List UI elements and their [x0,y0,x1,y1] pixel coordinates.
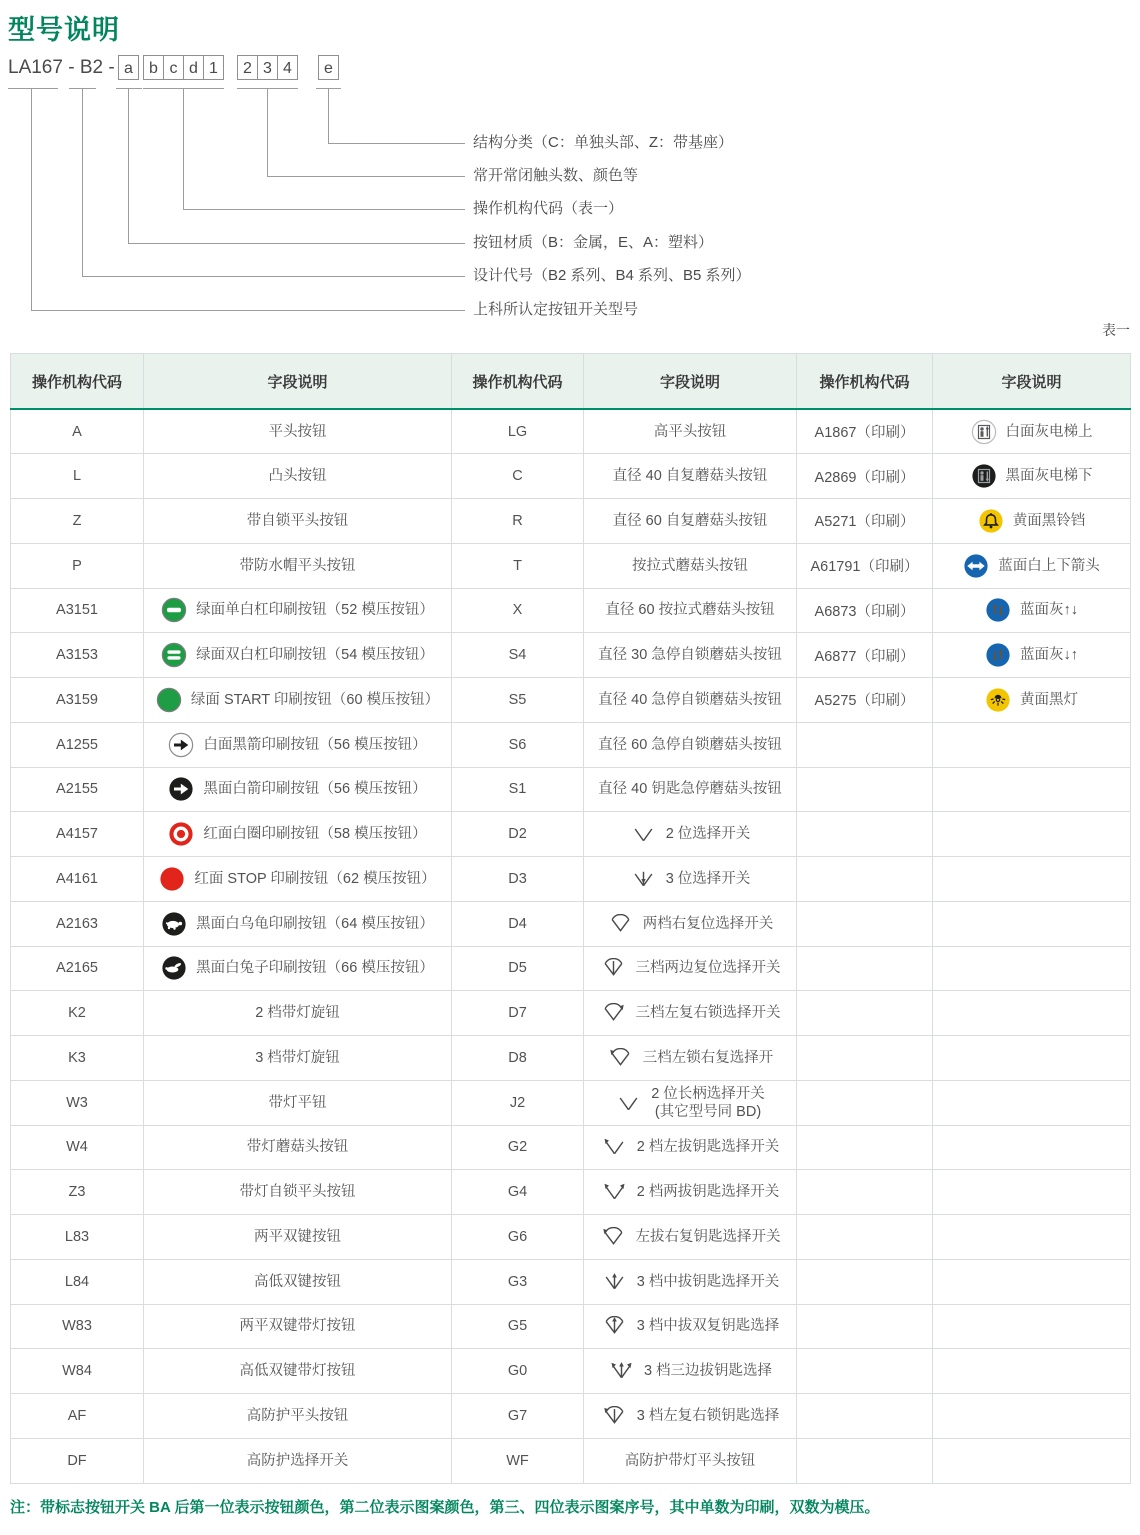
code-cell: K3 [11,1036,144,1081]
desc-cell [584,409,797,454]
desc-cell [144,722,452,767]
table-header-cell: 字段说明 [584,354,797,410]
code-cell: X [452,588,584,633]
blue-updown-icon [985,597,1011,623]
code-cell: T [452,543,584,588]
sel3-icon [630,869,657,889]
desc-cell [584,1080,797,1125]
code-box: a [118,55,139,80]
table-row [11,722,1131,767]
code-cell [797,901,933,946]
desc-cell [584,901,797,946]
desc-text: 白面灰电梯上 [1005,423,1093,440]
code-cell: L [11,454,144,499]
white-black-arrow-icon [168,732,194,758]
code-cell: A4157 [11,812,144,857]
table-header-cell: 操作机构代码 [452,354,584,410]
desc-text: 带灯平钮 [268,1094,327,1111]
elevator-down-icon [971,463,997,489]
code-cell [797,1080,933,1125]
desc-text: 黑面白兔子印刷按钮（66 模压按钮） [196,960,434,977]
code-cell: D3 [452,857,584,902]
desc-text: 绿面双白杠印刷按钮（54 模压按钮） [196,647,434,664]
diagram-line [267,88,268,176]
diagram-line [8,88,58,89]
code-cell [797,1170,933,1215]
desc-cell [584,1394,797,1439]
code-cell: A2155 [11,767,144,812]
code-cell [797,1349,933,1394]
desc-cell [144,499,452,544]
code-cell: G0 [452,1349,584,1394]
desc-cell [584,1304,797,1349]
desc-text: 直径 30 急停自锁蘑菇头按钮 [598,647,782,664]
table-header-cell: 操作机构代码 [11,354,144,410]
desc-text: 带自锁平头按钮 [246,512,349,529]
sel3-up-icon [601,1272,628,1292]
diagram-label-structure: 结构分类（C：单独头部、Z：带基座） [473,134,733,151]
desc-text: 黑面白乌龟印刷按钮（64 模压按钮） [196,915,434,932]
code-cell [797,857,933,902]
diagram-line [267,176,465,177]
code-cell: D5 [452,946,584,991]
code-cell: G6 [452,1215,584,1260]
desc-cell [933,1125,1131,1170]
desc-text: 3 档带灯旋钮 [255,1049,340,1066]
table-row [11,1170,1131,1215]
blue-arrow-lr-icon [963,553,989,579]
code-cell: A3153 [11,633,144,678]
desc-cell [584,1036,797,1081]
elevator-up-icon [971,419,997,445]
desc-cell [584,767,797,812]
table-header-cell: 字段说明 [144,354,452,410]
fan-mid-l-icon [601,1406,628,1426]
desc-text: 凸头按钮 [268,468,327,485]
code-cell: P [11,543,144,588]
desc-cell [144,767,452,812]
desc-cell [933,1170,1131,1215]
diagram-label-design: 设计代号（B2 系列、B4 系列、B5 系列） [473,267,751,284]
code-cell: A6873（印刷） [797,588,933,633]
desc-cell [584,1170,797,1215]
desc-cell [933,1394,1131,1439]
desc-text: 蓝面灰↑↓ [1020,602,1078,619]
sel2-al-icon [601,1137,628,1157]
desc-text: 两平双键带灯按钮 [239,1318,356,1335]
desc-cell [933,812,1131,857]
desc-cell [144,812,452,857]
table-row [11,1438,1131,1483]
code-cell [797,1438,933,1483]
table-row [11,633,1131,678]
table-row [11,543,1131,588]
code-cell: A2165 [11,946,144,991]
desc-cell [144,1349,452,1394]
desc-cell [584,633,797,678]
code-cell [797,1036,933,1081]
code-cell: A1255 [11,722,144,767]
desc-text: 高防护平头按钮 [246,1407,349,1424]
diagram-label-mechanism: 操作机构代码（表一） [473,200,624,217]
code-cell: A61791（印刷） [797,543,933,588]
table-row [11,409,1131,454]
diagram-line [183,88,184,209]
desc-text: 绿面 START 印刷按钮（60 模压按钮） [190,691,440,708]
desc-text: 高防护带灯平头按钮 [624,1452,756,1469]
desc-text: 黑面灰电梯下 [1005,468,1093,485]
desc-text: 平头按钮 [268,423,327,440]
green-single-bar-icon [161,597,187,623]
desc-cell [584,499,797,544]
code-cell [797,991,933,1036]
desc-cell [144,1215,452,1260]
desc-cell [933,857,1131,902]
code-cell: L83 [11,1215,144,1260]
desc-text: 2 位选择开关 [665,826,751,843]
table-row [11,454,1131,499]
desc-cell [584,454,797,499]
code-cell: S4 [452,633,584,678]
black-rabbit-icon [161,955,187,981]
desc-cell [584,588,797,633]
desc-cell [144,1036,452,1081]
model-code: LA167 - B2 - [8,57,115,78]
code-cell: G4 [452,1170,584,1215]
code-cell [797,946,933,991]
code-cell: L84 [11,1259,144,1304]
table-row [11,1304,1131,1349]
code-cell [797,1215,933,1260]
code-cell: A [11,409,144,454]
code-cell: G7 [452,1394,584,1439]
table-row [11,1259,1131,1304]
desc-text: 2 档左拔钥匙选择开关 [636,1139,780,1156]
desc-cell [144,946,452,991]
desc-text: 两档右复位选择开关 [642,915,774,932]
desc-cell [144,409,452,454]
code-cell: A1867（印刷） [797,409,933,454]
code-cell: S1 [452,767,584,812]
sel2-ab-icon [601,1182,628,1202]
desc-text: 黄面黑灯 [1020,691,1078,708]
code-box: c [163,55,184,80]
desc-cell [933,1036,1131,1081]
fan-al-icon [600,1227,627,1247]
desc-cell [933,1215,1131,1260]
code-cell: W4 [11,1125,144,1170]
table-row [11,499,1131,544]
table-row [11,1394,1131,1439]
code-cell: R [452,499,584,544]
page-title: 型号说明 [8,15,120,45]
diagram-line [31,88,32,310]
sel2-icon [615,1093,642,1113]
yellow-bell-icon [978,508,1004,534]
code-cell: D7 [452,991,584,1036]
desc-cell [584,857,797,902]
desc-cell [144,1080,452,1125]
desc-text: 直径 60 自复蘑菇头按钮 [612,512,768,529]
sel2-icon [630,824,657,844]
desc-cell [584,722,797,767]
code-cell: A5275（印刷） [797,678,933,723]
code-box: b [143,55,164,80]
desc-text: 带防水帽平头按钮 [239,557,356,574]
red-solid-icon [159,866,185,892]
fan-icon [607,914,634,934]
desc-text: 直径 60 按拉式蘑菇头按钮 [605,602,775,619]
desc-cell [584,1215,797,1260]
code-cell: Z3 [11,1170,144,1215]
desc-text: 高低双键带灯按钮 [239,1363,356,1380]
table-row [11,767,1131,812]
code-cell: A5271（印刷） [797,499,933,544]
black-white-arrow-icon [168,776,194,802]
desc-text: 直径 60 急停自锁蘑菇头按钮 [598,736,782,753]
code-cell: G5 [452,1304,584,1349]
fan-mid-icon [600,958,627,978]
desc-cell [144,454,452,499]
table-header-cell: 操作机构代码 [797,354,933,410]
desc-text: 高防护选择开关 [246,1452,349,1469]
desc-cell [933,588,1131,633]
desc-cell [933,1349,1131,1394]
diagram-line [82,88,83,276]
desc-text: 三档左复右锁选择开关 [635,1005,781,1022]
green-solid-icon [156,687,182,713]
desc-cell [933,1080,1131,1125]
desc-cell [584,946,797,991]
desc-cell [144,588,452,633]
desc-cell [144,1304,452,1349]
desc-cell [144,901,452,946]
table-header-cell: 字段说明 [933,354,1131,410]
desc-cell [144,857,452,902]
diagram-label-material: 按钮材质（B：金属，E、A：塑料） [473,234,714,251]
desc-text: 高低双键按钮 [254,1273,341,1290]
sel3-all-icon [608,1361,635,1381]
code-cell: G3 [452,1259,584,1304]
desc-text: 三档两边复位选择开关 [635,960,781,977]
footer-note: 注：带标志按钮开关 BA 后第一位表示按钮颜色，第二位表示图案颜色，第三、四位表示图案序号，其中单数为印刷，双数为模压。 [10,1499,880,1516]
desc-text: 两平双键按钮 [254,1228,341,1245]
code-cell: A3159 [11,678,144,723]
diagram-label-contacts: 常开常闭触头数、颜色等 [473,167,639,184]
desc-cell [144,991,452,1036]
code-cell: DF [11,1438,144,1483]
desc-text: 红面 STOP 印刷按钮（62 模压按钮） [194,870,436,887]
table-row [11,991,1131,1036]
desc-text: 左拔右复钥匙选择开关 [635,1228,781,1245]
desc-cell [933,946,1131,991]
code-cell: J2 [452,1080,584,1125]
code-box: e [318,55,339,80]
diagram-line [82,276,465,277]
desc-cell [933,901,1131,946]
fan-mid-up-icon [601,1316,628,1336]
mechanism-table [10,353,1131,1484]
desc-cell [584,1259,797,1304]
desc-cell [144,1170,452,1215]
blue-downup-icon [985,642,1011,668]
code-cell: G2 [452,1125,584,1170]
desc-cell [933,1438,1131,1483]
desc-cell [584,1438,797,1483]
code-cell: AF [11,1394,144,1439]
code-cell [797,1394,933,1439]
desc-cell [584,543,797,588]
diagram-line [183,209,465,210]
desc-text: 黑面白箭印刷按钮（56 模压按钮） [203,781,427,798]
desc-cell [144,1125,452,1170]
code-cell [797,1304,933,1349]
table-row [11,1125,1131,1170]
code-cell: LG [452,409,584,454]
code-cell: D2 [452,812,584,857]
code-cell: Z [11,499,144,544]
desc-cell [933,678,1131,723]
code-cell: K2 [11,991,144,1036]
black-turtle-icon [161,911,187,937]
desc-cell [144,1438,452,1483]
desc-text: 白面黑箭印刷按钮（56 模压按钮） [203,736,427,753]
desc-text: 3 档左复右锁钥匙选择 [636,1407,780,1424]
code-cell: D4 [452,901,584,946]
desc-cell [584,991,797,1036]
table-row [11,946,1131,991]
diagram-line [128,243,465,244]
code-box: 4 [277,55,298,80]
desc-text: 2 档带灯旋钮 [255,1005,340,1022]
diagram-line [328,88,329,143]
desc-cell [933,543,1131,588]
desc-text: 蓝面白上下箭头 [998,557,1100,574]
desc-text: 带灯自锁平头按钮 [239,1184,356,1201]
code-cell: A4161 [11,857,144,902]
desc-cell [584,678,797,723]
code-cell [797,767,933,812]
desc-cell [584,1349,797,1394]
table-row [11,812,1131,857]
desc-cell [584,1125,797,1170]
desc-text: 直径 40 钥匙急停蘑菇头按钮 [598,781,782,798]
desc-text: 三档左锁右复选择开 [642,1049,774,1066]
code-cell [797,1259,933,1304]
code-cell: S6 [452,722,584,767]
code-cell: W3 [11,1080,144,1125]
desc-text: 3 档中拔钥匙选择开关 [636,1273,780,1290]
code-cell: A3151 [11,588,144,633]
desc-cell [933,722,1131,767]
table-header [11,354,1131,410]
desc-cell [933,499,1131,544]
desc-text: 3 档中拔双复钥匙选择 [636,1318,780,1335]
desc-cell [144,633,452,678]
desc-text: 按拉式蘑菇头按钮 [632,557,748,574]
desc-text: 2 档两拔钥匙选择开关 [636,1184,780,1201]
table-row [11,1080,1131,1125]
code-cell [797,722,933,767]
code-box: d [183,55,204,80]
desc-cell [933,454,1131,499]
desc-text: 黄面黑铃铛 [1012,512,1086,529]
desc-text: 2 位长柄选择开关 (其它型号同 BD) [651,1085,765,1120]
code-box: 3 [257,55,278,80]
desc-cell [933,1304,1131,1349]
diagram-line [128,88,129,243]
desc-cell [933,767,1131,812]
table-row [11,678,1131,723]
table-row [11,1215,1131,1260]
table-row [11,588,1131,633]
diagram-line [328,143,465,144]
desc-text: 3 档三边拔钥匙选择 [643,1363,773,1380]
table-tag: 表一 [1102,322,1130,338]
table-row [11,1036,1131,1081]
code-cell: W84 [11,1349,144,1394]
desc-text: 高平头按钮 [653,423,727,440]
fan-r-icon [600,1003,627,1023]
code-box: 2 [237,55,258,80]
table-row [11,901,1131,946]
yellow-lamp-icon [985,687,1011,713]
desc-cell [144,1259,452,1304]
diagram-line [116,88,142,89]
code-box: 1 [203,55,224,80]
desc-cell [144,1394,452,1439]
code-cell: W83 [11,1304,144,1349]
desc-text: 直径 40 急停自锁蘑菇头按钮 [598,691,782,708]
code-cell: A2163 [11,901,144,946]
desc-cell [933,991,1131,1036]
desc-text: 红面白圈印刷按钮（58 模压按钮） [203,826,427,843]
code-cell [797,812,933,857]
code-cell: S5 [452,678,584,723]
desc-text: 蓝面灰↓↑ [1020,647,1078,664]
desc-cell [933,1259,1131,1304]
code-cell [797,1125,933,1170]
diagram-line [31,310,465,311]
code-cell: D8 [452,1036,584,1081]
desc-cell [144,678,452,723]
fan-l-icon [607,1048,634,1068]
desc-cell [933,633,1131,678]
desc-cell [933,409,1131,454]
code-cell: A6877（印刷） [797,633,933,678]
desc-text: 绿面单白杠印刷按钮（52 模压按钮） [196,602,434,619]
code-cell: C [452,454,584,499]
desc-cell [584,812,797,857]
code-cell: A2869（印刷） [797,454,933,499]
diagram-label-model: 上科所认定按钮开关型号 [473,301,639,318]
desc-cell [144,543,452,588]
table-row [11,1349,1131,1394]
green-double-bar-icon [161,642,187,668]
desc-text: 直径 40 自复蘑菇头按钮 [612,468,768,485]
red-white-ring-icon [168,821,194,847]
desc-text: 3 位选择开关 [665,870,751,887]
desc-text: 带灯蘑菇头按钮 [246,1139,349,1156]
table-row [11,857,1131,902]
code-cell: WF [452,1438,584,1483]
